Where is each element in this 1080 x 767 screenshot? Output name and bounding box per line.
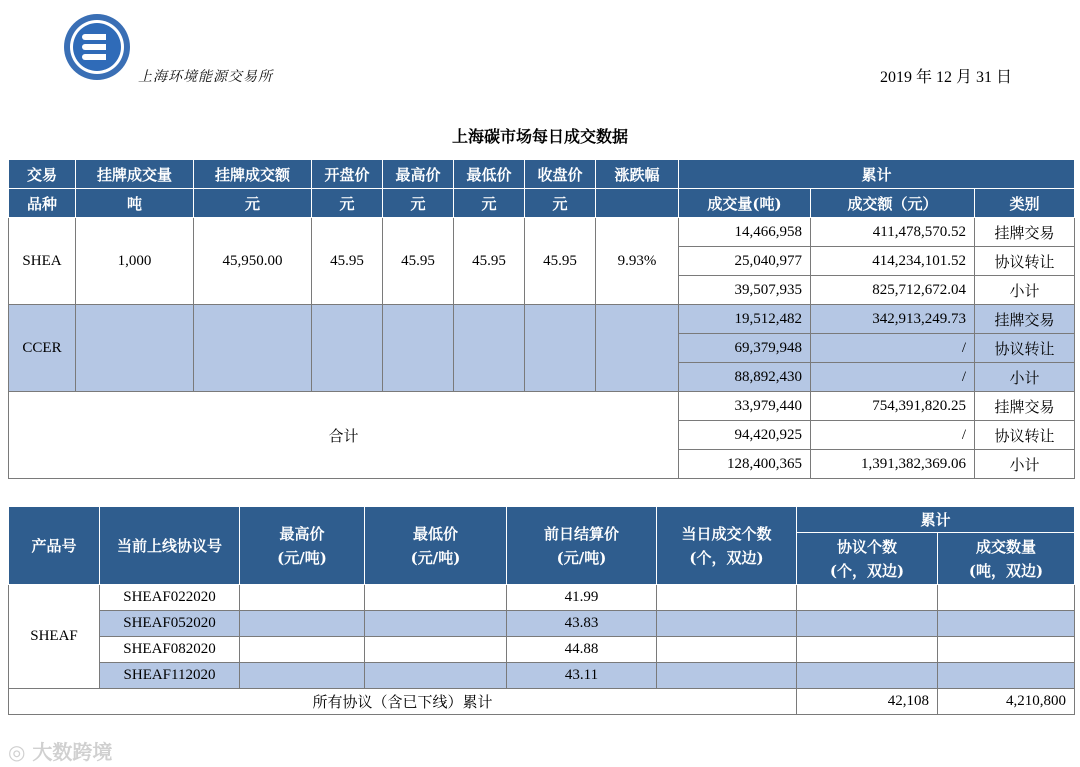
contract-high	[240, 637, 365, 663]
total-label: 合计	[9, 392, 679, 479]
shea-amount: 45,950.00	[194, 218, 312, 305]
shea-cum-amount: 411,478,570.52	[811, 218, 975, 247]
watermark: ◎ 大数跨境	[8, 740, 113, 764]
ccer-high	[383, 305, 454, 392]
footer-agreements: 42,108	[797, 689, 938, 715]
total-category: 小计	[975, 450, 1075, 479]
header-cum-amount: 成交额（元）	[811, 189, 975, 218]
unit-empty	[596, 189, 679, 218]
ccer-category: 小计	[975, 363, 1075, 392]
contract-settle: 41.99	[507, 585, 657, 611]
contract-day-count	[657, 663, 797, 689]
contract-day-count	[657, 585, 797, 611]
header-day-count: 当日成交个数 (个，双边)	[657, 507, 797, 585]
shea-open: 45.95	[312, 218, 383, 305]
contract-id: SHEAF082020	[100, 637, 240, 663]
contract-id: SHEAF112020	[100, 663, 240, 689]
header-settle: 前日结算价 (元/吨)	[507, 507, 657, 585]
contract-id: SHEAF052020	[100, 611, 240, 637]
contract-settle: 43.11	[507, 663, 657, 689]
contract-low	[365, 585, 507, 611]
shea-cum-amount: 825,712,672.04	[811, 276, 975, 305]
futures-contract-table	[8, 506, 1075, 715]
footer-label: 所有协议（含已下线）累计	[9, 689, 797, 715]
header-close: 收盘价	[525, 160, 596, 189]
header-open: 开盘价	[312, 160, 383, 189]
header-high: 最高价 (元/吨)	[240, 507, 365, 585]
ccer-amount	[194, 305, 312, 392]
header-low: 最低价 (元/吨)	[365, 507, 507, 585]
contract-agreements	[797, 611, 938, 637]
ccer-low	[454, 305, 525, 392]
header-low: 最低价	[454, 160, 525, 189]
shea-cum-amount: 414,234,101.52	[811, 247, 975, 276]
ccer-cum-volume: 69,379,948	[679, 334, 811, 363]
header-quantity: 成交数量 (吨，双边)	[938, 533, 1075, 585]
daily-trading-table	[8, 159, 1075, 479]
unit-ton: 吨	[76, 189, 194, 218]
contract-agreements	[797, 585, 938, 611]
unit-yuan: 元	[383, 189, 454, 218]
header-cum-volume: 成交量(吨)	[679, 189, 811, 218]
shea-close: 45.95	[525, 218, 596, 305]
unit-yuan: 元	[454, 189, 525, 218]
product-sheaf: SHEAF	[9, 585, 100, 689]
contract-low	[365, 637, 507, 663]
total-cum-volume: 128,400,365	[679, 450, 811, 479]
total-cum-amount: /	[811, 421, 975, 450]
shea-category: 挂牌交易	[975, 218, 1075, 247]
ccer-open	[312, 305, 383, 392]
contract-settle: 43.83	[507, 611, 657, 637]
unit-yuan: 元	[525, 189, 596, 218]
variety-ccer: CCER	[9, 305, 76, 392]
contract-agreements	[797, 663, 938, 689]
contract-high	[240, 585, 365, 611]
shea-cum-volume: 25,040,977	[679, 247, 811, 276]
variety-shea: SHEA	[9, 218, 76, 305]
shea-volume: 1,000	[76, 218, 194, 305]
contract-agreements	[797, 637, 938, 663]
header-category: 类别	[975, 189, 1075, 218]
header-variety-2: 品种	[9, 189, 76, 218]
total-category: 协议转让	[975, 421, 1075, 450]
total-category: 挂牌交易	[975, 392, 1075, 421]
contract-low	[365, 611, 507, 637]
ccer-close	[525, 305, 596, 392]
header-variety: 交易	[9, 160, 76, 189]
header-change: 涨跌幅	[596, 160, 679, 189]
shea-change: 9.93%	[596, 218, 679, 305]
ccer-cum-volume: 19,512,482	[679, 305, 811, 334]
report-date: 2019 年 12 月 31 日	[880, 69, 1013, 86]
contract-quantity	[938, 637, 1075, 663]
contract-day-count	[657, 637, 797, 663]
contract-quantity	[938, 663, 1075, 689]
ccer-change	[596, 305, 679, 392]
total-cum-amount: 754,391,820.25	[811, 392, 975, 421]
header-product: 产品号	[9, 507, 100, 585]
ccer-cum-amount: /	[811, 334, 975, 363]
contract-low	[365, 663, 507, 689]
unit-yuan: 元	[194, 189, 312, 218]
contract-high	[240, 663, 365, 689]
header-high: 最高价	[383, 160, 454, 189]
footer-quantity: 4,210,800	[938, 689, 1075, 715]
ccer-cum-volume: 88,892,430	[679, 363, 811, 392]
total-cum-amount: 1,391,382,369.06	[811, 450, 975, 479]
contract-day-count	[657, 611, 797, 637]
ccer-category: 挂牌交易	[975, 305, 1075, 334]
shea-cum-volume: 39,507,935	[679, 276, 811, 305]
contract-quantity	[938, 585, 1075, 611]
shea-category: 小计	[975, 276, 1075, 305]
shea-category: 协议转让	[975, 247, 1075, 276]
watermark-logo-icon: ◎	[8, 740, 33, 764]
shea-cum-volume: 14,466,958	[679, 218, 811, 247]
contract-id: SHEAF022020	[100, 585, 240, 611]
header-contract: 当前上线协议号	[100, 507, 240, 585]
total-cum-volume: 33,979,440	[679, 392, 811, 421]
header-listed-volume: 挂牌成交量	[76, 160, 194, 189]
contract-quantity	[938, 611, 1075, 637]
page-title: 上海碳市场每日成交数据	[451, 127, 628, 146]
ccer-cum-amount: /	[811, 363, 975, 392]
header-cumulative: 累计	[679, 160, 1075, 189]
ccer-category: 协议转让	[975, 334, 1075, 363]
ccer-cum-amount: 342,913,249.73	[811, 305, 975, 334]
ccer-volume	[76, 305, 194, 392]
contract-settle: 44.88	[507, 637, 657, 663]
shea-high: 45.95	[383, 218, 454, 305]
org-name: 上海环境能源交易所	[138, 69, 273, 85]
total-cum-volume: 94,420,925	[679, 421, 811, 450]
header-agreements: 协议个数 (个，双边)	[797, 533, 938, 585]
unit-yuan: 元	[312, 189, 383, 218]
exchange-logo-icon	[62, 12, 132, 82]
shea-low: 45.95	[454, 218, 525, 305]
header-cumulative: 累计	[797, 507, 1075, 533]
header-listed-amount: 挂牌成交额	[194, 160, 312, 189]
contract-high	[240, 611, 365, 637]
